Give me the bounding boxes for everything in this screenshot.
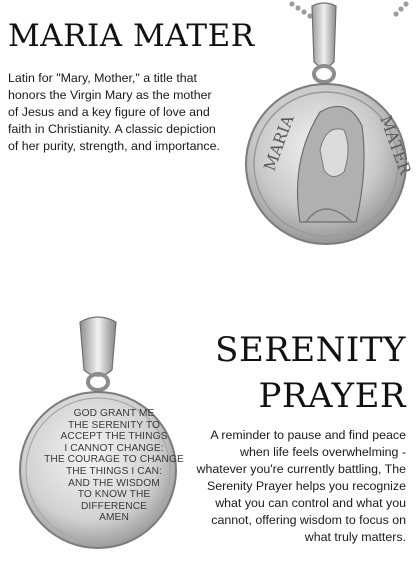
serenity-title-line1: SERENITY	[215, 330, 406, 370]
maria-mater-description: Latin for "Mary, Mother," a title that honors the Virgin Mary as the mother of Jesus and a key figure of love and faith in Christianity. A classic depiction of her purity, strength, and importance.	[8, 71, 220, 153]
engraving-line: THE COURAGE TO CHANGE	[44, 454, 184, 466]
serenity-prayer-description: A reminder to pause and find peace when life feels overwhelming - whatever you're currently battling, The Serenity Prayer helps you recognize what you can control and what you cannot, offering wisdom to focus on what truly matters.	[196, 428, 406, 544]
pendant-lettering-mater: MATER	[376, 112, 416, 178]
engraving-line: THE THINGS I CAN:	[65, 465, 163, 477]
engraving-line: GOD GRANT ME	[73, 408, 155, 419]
engraving-line: I CANNOT CHANGE:	[64, 442, 164, 454]
engraving-line: TO KNOW THE	[77, 489, 151, 501]
engraving-line: DIFFERENCE	[80, 500, 148, 512]
engraving-line: ACCEPT THE THINGS	[60, 431, 168, 443]
serenity-pendant-engraving	[38, 408, 190, 524]
chain	[289, 1, 408, 22]
engraving-line: AND THE WISDOM	[68, 477, 160, 489]
maria-mater-pendant-image	[240, 0, 416, 250]
engraving-line: AMEN	[99, 512, 129, 524]
serenity-title-line2: PRAYER	[258, 376, 406, 416]
maria-mater-title: MARIA MATER	[8, 18, 255, 54]
pendant-lettering-maria: MARIA	[259, 112, 298, 174]
engraving-line: THE SERENITY TO	[67, 419, 161, 431]
